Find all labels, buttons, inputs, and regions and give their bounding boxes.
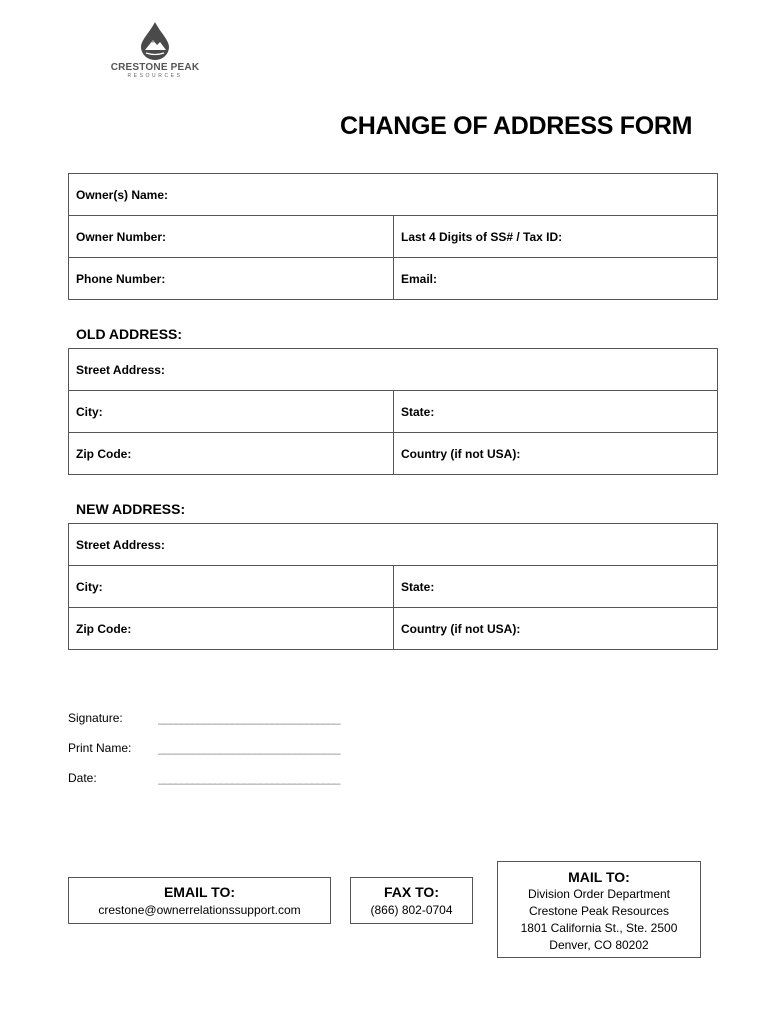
fax-number: (866) 802-0704 [370,903,453,917]
mail-address-line-4: Denver, CO 80202 [549,938,649,952]
mail-to-heading: MAIL TO: [568,869,630,885]
owner-info-table [68,173,718,300]
logo-subtitle: RESOURCES [127,73,183,79]
new-address-table [68,523,718,650]
new-country-field[interactable]: Country (if not USA): [394,608,718,650]
owner-number-field[interactable]: Owner Number: [69,216,394,258]
phone-number-field[interactable]: Phone Number: [69,258,394,300]
print-name-label: Print Name: [68,741,132,755]
owner-name-field[interactable]: Owner(s) Name: [69,174,718,216]
company-logo [100,20,210,79]
email-address[interactable]: crestone@ownerrelationssupport.com [98,903,301,917]
date-line[interactable]: ________________________________ [158,771,340,785]
old-city-field[interactable]: City: [69,391,394,433]
signature-label: Signature: [68,711,123,725]
page-title: CHANGE OF ADDRESS FORM [340,112,693,140]
mail-address-line-2: Crestone Peak Resources [528,904,670,918]
print-name-line[interactable]: ________________________________ [158,741,340,755]
email-to-box [68,877,331,924]
logo-name: CRESTONE PEAK [110,62,200,73]
signature-line[interactable]: ________________________________ [158,711,340,725]
new-street-field[interactable]: Street Address: [69,524,718,566]
date-label: Date: [68,771,97,785]
old-zip-field[interactable]: Zip Code: [69,433,394,475]
droplet-mountain-icon [138,20,172,60]
mail-to-box [497,861,701,958]
email-field[interactable]: Email: [394,258,718,300]
mail-address-line-1: Division Order Department [527,887,671,901]
old-state-field[interactable]: State: [394,391,718,433]
old-country-field[interactable]: Country (if not USA): [394,433,718,475]
fax-to-box [350,877,473,924]
new-address-heading: NEW ADDRESS: [76,501,186,517]
new-zip-field[interactable]: Zip Code: [69,608,394,650]
old-street-field[interactable]: Street Address: [69,349,718,391]
fax-to-heading: FAX TO: [384,884,439,900]
tax-id-field[interactable]: Last 4 Digits of SS# / Tax ID: [394,216,718,258]
old-address-heading: OLD ADDRESS: [76,326,183,342]
old-address-table [68,348,718,475]
new-state-field[interactable]: State: [394,566,718,608]
email-to-heading: EMAIL TO: [163,884,236,900]
new-city-field[interactable]: City: [69,566,394,608]
mail-address-line-3: 1801 California St., Ste. 2500 [520,921,678,935]
